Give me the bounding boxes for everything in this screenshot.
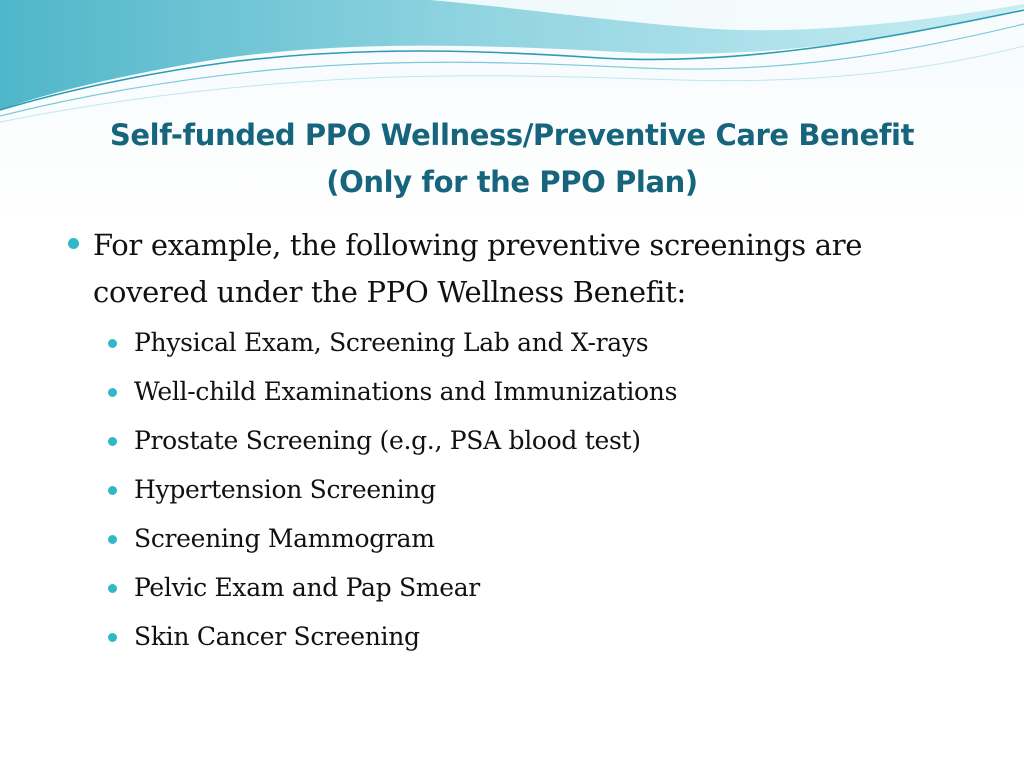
- bullet-icon: [108, 437, 117, 446]
- intro-text: For example, the following preventive screenings are covered under the PPO Wellness Benefit:: [93, 228, 863, 309]
- list-item: [64, 563, 964, 612]
- bullet-icon: [108, 633, 117, 642]
- bullet-icon: [108, 486, 117, 495]
- list-item-text: Screening Mammogram: [134, 524, 435, 553]
- list-item: [64, 514, 964, 563]
- bullet-icon: [108, 535, 117, 544]
- slide-body: [64, 222, 964, 661]
- bullet-icon: [108, 339, 117, 348]
- list-item-text: Well-child Examinations and Immunizations: [134, 377, 678, 406]
- list-item-text: Skin Cancer Screening: [134, 622, 420, 651]
- bullet-icon: [108, 584, 117, 593]
- list-item: [64, 465, 964, 514]
- list-item: [64, 367, 964, 416]
- list-item-text: Physical Exam, Screening Lab and X-rays: [134, 328, 649, 357]
- slide-title: [40, 112, 984, 206]
- header-wave-decoration: [0, 0, 1024, 130]
- list-item-text: Hypertension Screening: [134, 475, 436, 504]
- bullet-icon: [108, 388, 117, 397]
- list-item: [64, 318, 964, 367]
- intro-bullet: [64, 222, 964, 316]
- bullet-icon: [68, 238, 79, 249]
- title-line-1: Self-funded PPO Wellness/Preventive Care Benefit: [109, 118, 915, 152]
- screening-list: [64, 318, 964, 661]
- list-item-text: Pelvic Exam and Pap Smear: [134, 573, 480, 602]
- list-item: [64, 416, 964, 465]
- list-item-text: Prostate Screening (e.g., PSA blood test): [134, 426, 641, 455]
- title-line-2: (Only for the PPO Plan): [326, 165, 698, 199]
- list-item: [64, 612, 964, 661]
